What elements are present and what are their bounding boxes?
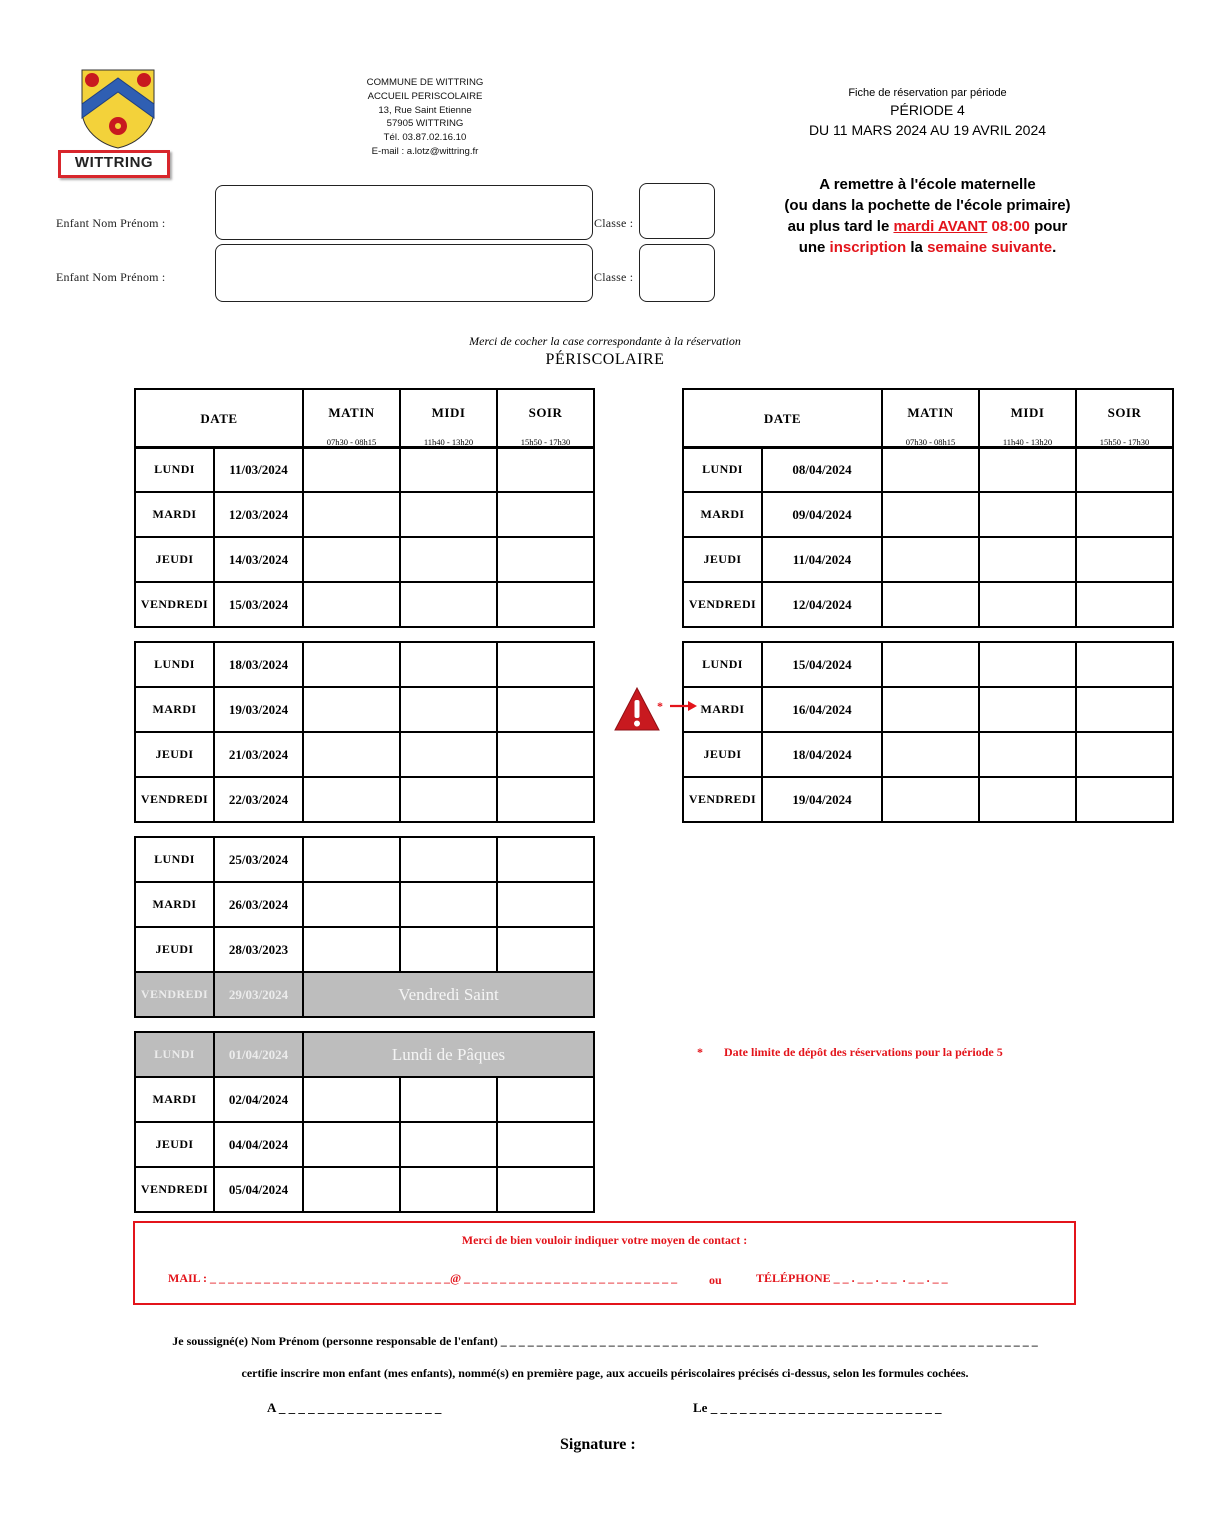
- slot-header-midi: [400, 389, 497, 448]
- slot-name: SOIR: [528, 405, 563, 420]
- checkbox-matin[interactable]: [303, 642, 400, 687]
- checkbox-matin[interactable]: [882, 687, 979, 732]
- date-cell: 26/03/2024: [214, 882, 303, 927]
- notice-deadline-time: 08:00: [991, 218, 1030, 235]
- commune-line: 13, Rue Saint Etienne: [378, 104, 472, 116]
- table-row: [135, 1032, 594, 1077]
- date-cell: 11/04/2024: [762, 537, 882, 582]
- checkbox-midi[interactable]: [400, 777, 497, 822]
- certifie-text: certifie inscrire mon enfant (mes enfants), nommé(s) en première page, aux accueils périscolaires précisés ci-dessus, selon les formules cochées.: [241, 1366, 969, 1380]
- notice-text: au plus tard le: [787, 218, 894, 235]
- notice-deadline-day: mardi AVANT: [893, 218, 988, 235]
- date-cell: 28/03/2023: [214, 927, 303, 972]
- checkbox-matin[interactable]: [303, 1122, 400, 1167]
- day-cell: LUNDI: [135, 837, 214, 882]
- day-cell: VENDREDI: [135, 1167, 214, 1212]
- checkbox-soir[interactable]: [1076, 582, 1173, 627]
- slot-time: 11h40 - 13h20: [423, 437, 474, 447]
- periode-title: PÉRIODE 4: [890, 102, 965, 118]
- slot-time: 15h50 - 17h30: [520, 437, 571, 447]
- date-cell: 25/03/2024: [214, 837, 303, 882]
- checkbox-matin[interactable]: [882, 582, 979, 627]
- checkbox-matin[interactable]: [882, 777, 979, 822]
- checkbox-midi[interactable]: [400, 837, 497, 882]
- date-cell: 16/04/2024: [762, 687, 882, 732]
- periode-subtitle: Fiche de réservation par période: [848, 87, 1007, 99]
- slot-header-soir: [497, 389, 594, 448]
- checkbox-midi[interactable]: [400, 582, 497, 627]
- warning-star: *: [657, 699, 663, 713]
- checkbox-midi[interactable]: [400, 492, 497, 537]
- checkbox-midi[interactable]: [979, 642, 1076, 687]
- date-header: DATE: [683, 389, 882, 448]
- date-header: DATE: [135, 389, 303, 448]
- date-cell: 01/04/2024: [214, 1032, 303, 1077]
- checkbox-midi[interactable]: [400, 1122, 497, 1167]
- checkbox-soir[interactable]: [497, 1167, 594, 1212]
- table-row: [683, 492, 1173, 537]
- arrow-right-icon: [668, 699, 698, 713]
- checkbox-soir[interactable]: [497, 837, 594, 882]
- checkbox-soir[interactable]: [1076, 537, 1173, 582]
- checkbox-matin[interactable]: [303, 777, 400, 822]
- day-cell: MARDI: [683, 687, 762, 732]
- lieu-field[interactable]: A _ _ _ _ _ _ _ _ _ _ _ _ _ _ _ _ _: [267, 1400, 442, 1415]
- day-cell: JEUDI: [135, 927, 214, 972]
- date-cell: 11/03/2024: [214, 447, 303, 492]
- slot-name: MIDI: [431, 405, 466, 420]
- date-cell: 08/04/2024: [762, 447, 882, 492]
- table-row: [683, 732, 1173, 777]
- soussigne-line[interactable]: Je soussigné(e) Nom Prénom (personne responsable de l'enfant) _ _ _ _ _ _ _ _ _ _ _ _ _ _ _ _ _ _ _ _ _ _ _ _ _ _ _ _ _ _ _ _ _ _ _ _ _ _ _ _ _ _ _ _ _ _ _ _ _ _ _ _ _ _ _ _ _ _ _ _: [172, 1334, 1038, 1348]
- commune-line: Tél. 03.87.02.16.10: [383, 132, 467, 144]
- periode-range: DU 11 MARS 2024 AU 19 AVRIL 2024: [808, 122, 1047, 138]
- date-cell: 18/03/2024: [214, 642, 303, 687]
- date-field[interactable]: Le _ _ _ _ _ _ _ _ _ _ _ _ _ _ _ _ _ _ _ _ _ _ _ _: [693, 1400, 942, 1415]
- date-cell: 15/03/2024: [214, 582, 303, 627]
- checkbox-soir[interactable]: [497, 1122, 594, 1167]
- day-cell: LUNDI: [135, 447, 214, 492]
- slot-name: SOIR: [1107, 405, 1142, 420]
- notice-line: A remettre à l'école maternelle: [819, 176, 1036, 193]
- holiday-label: Vendredi Saint: [303, 972, 594, 1017]
- commune-address: [330, 76, 520, 159]
- table-row: [135, 447, 594, 492]
- week-table-left-2: [134, 641, 595, 823]
- date-cell: 14/03/2024: [214, 537, 303, 582]
- slot-time: 11h40 - 13h20: [1002, 437, 1053, 447]
- checkbox-soir[interactable]: [1076, 687, 1173, 732]
- slot-name: MATIN: [907, 405, 954, 420]
- enfant-name-field-2[interactable]: [215, 244, 593, 302]
- checkbox-matin[interactable]: [882, 492, 979, 537]
- checkbox-matin[interactable]: [303, 492, 400, 537]
- slot-time: 15h50 - 17h30: [1099, 437, 1150, 447]
- date-limite-note: * Date limite de dépôt des réservations pour la période 5: [697, 1045, 1003, 1059]
- slot-name: MATIN: [328, 405, 375, 420]
- wittring-logo: [56, 66, 176, 184]
- table-row: [135, 1167, 594, 1212]
- checkbox-soir[interactable]: [497, 732, 594, 777]
- checkbox-midi[interactable]: [400, 537, 497, 582]
- table-row: [683, 687, 1173, 732]
- day-cell: JEUDI: [135, 732, 214, 777]
- checkbox-soir[interactable]: [497, 882, 594, 927]
- table-row: [135, 1122, 594, 1167]
- header-table-right: [682, 388, 1174, 449]
- classe-label-1: Classe :: [594, 216, 634, 230]
- date-cell: 02/04/2024: [214, 1077, 303, 1122]
- logo-text: WITTRING: [58, 150, 170, 178]
- table-row: [683, 642, 1173, 687]
- classe-label-2: Classe :: [594, 270, 634, 284]
- date-cell: 18/04/2024: [762, 732, 882, 777]
- checkbox-soir[interactable]: [497, 777, 594, 822]
- week-table-left-4: [134, 1031, 595, 1213]
- day-cell: VENDREDI: [683, 777, 762, 822]
- day-cell: MARDI: [135, 882, 214, 927]
- slot-header-matin: [303, 389, 400, 448]
- commune-line: 57905 WITTRING: [386, 118, 464, 130]
- enfant-label-1: Enfant Nom Prénom :: [56, 216, 166, 230]
- checkbox-matin[interactable]: [882, 732, 979, 777]
- checkbox-soir[interactable]: [497, 447, 594, 492]
- week-table-right-1: [682, 446, 1174, 628]
- notice-line: (ou dans la pochette de l'école primaire): [784, 197, 1071, 214]
- day-cell: VENDREDI: [135, 582, 214, 627]
- slot-header-soir: [1076, 389, 1173, 448]
- commune-line: E-mail : a.lotz@wittring.fr: [371, 145, 479, 157]
- contact-title: Merci de bien vouloir indiquer votre moyen de contact :: [461, 1233, 748, 1247]
- date-cell: 05/04/2024: [214, 1167, 303, 1212]
- checkbox-midi[interactable]: [400, 927, 497, 972]
- slot-name: MIDI: [1010, 405, 1045, 420]
- date-cell: 04/04/2024: [214, 1122, 303, 1167]
- day-cell: JEUDI: [135, 1122, 214, 1167]
- checkbox-matin[interactable]: [882, 537, 979, 582]
- commune-line: COMMUNE DE WITTRING: [366, 77, 484, 88]
- checkbox-midi[interactable]: [979, 582, 1076, 627]
- notice-text: la: [906, 239, 928, 256]
- week-table-right-2: [682, 641, 1174, 823]
- table-row: [683, 582, 1173, 627]
- date-cell: 19/04/2024: [762, 777, 882, 822]
- table-row: [135, 642, 594, 687]
- day-cell: VENDREDI: [135, 972, 214, 1017]
- contact-ou: ou: [709, 1273, 722, 1287]
- remettre-notice: [760, 174, 1095, 258]
- checkbox-matin[interactable]: [882, 642, 979, 687]
- periode-header: [790, 86, 1065, 140]
- notice-text: pour: [1029, 218, 1068, 235]
- day-cell: MARDI: [135, 492, 214, 537]
- slot-header-midi: [979, 389, 1076, 448]
- day-cell: JEUDI: [683, 537, 762, 582]
- checkbox-soir[interactable]: [497, 492, 594, 537]
- notice-line: [760, 237, 1095, 258]
- checkbox-midi[interactable]: [400, 447, 497, 492]
- date-cell: 29/03/2024: [214, 972, 303, 1017]
- notice-inscription: inscription: [829, 239, 907, 256]
- slot-time: 07h30 - 08h15: [905, 437, 956, 447]
- checkbox-matin[interactable]: [303, 837, 400, 882]
- table-row: [135, 537, 594, 582]
- date-cell: 21/03/2024: [214, 732, 303, 777]
- week-table-left-1: [134, 446, 595, 628]
- date-cell: 15/04/2024: [762, 642, 882, 687]
- checkbox-midi[interactable]: [979, 447, 1076, 492]
- checkbox-midi[interactable]: [400, 1077, 497, 1122]
- notice-semaine: semaine suivante: [927, 239, 1053, 256]
- checkbox-matin[interactable]: [303, 927, 400, 972]
- checkbox-matin[interactable]: [303, 1167, 400, 1212]
- holiday-label: Lundi de Pâques: [303, 1032, 594, 1077]
- checkbox-midi[interactable]: [400, 687, 497, 732]
- checkbox-soir[interactable]: [1076, 777, 1173, 822]
- checkbox-matin[interactable]: [303, 882, 400, 927]
- checkbox-midi[interactable]: [400, 642, 497, 687]
- slot-time: 07h30 - 08h15: [326, 437, 377, 447]
- checkbox-matin[interactable]: [303, 537, 400, 582]
- day-cell: LUNDI: [683, 642, 762, 687]
- table-row: [135, 777, 594, 822]
- notice-text: .: [1052, 239, 1057, 256]
- enfant-name-field-1[interactable]: [215, 185, 593, 240]
- checkbox-midi[interactable]: [400, 732, 497, 777]
- day-cell: VENDREDI: [135, 777, 214, 822]
- day-cell: LUNDI: [683, 447, 762, 492]
- week-table-left-3: [134, 836, 595, 1018]
- checkbox-matin[interactable]: [303, 687, 400, 732]
- day-cell: LUNDI: [135, 642, 214, 687]
- checkbox-soir[interactable]: [1076, 642, 1173, 687]
- checkbox-matin[interactable]: [303, 732, 400, 777]
- checkbox-midi[interactable]: [979, 777, 1076, 822]
- table-row: [135, 1077, 594, 1122]
- cocher-instruction: Merci de cocher la case correspondante à la réservation: [469, 334, 741, 348]
- table-row: [683, 447, 1173, 492]
- checkbox-soir[interactable]: [1076, 732, 1173, 777]
- header-table-left: [134, 388, 595, 449]
- date-cell: 12/03/2024: [214, 492, 303, 537]
- checkbox-soir[interactable]: [497, 1077, 594, 1122]
- table-row: [135, 882, 594, 927]
- checkbox-soir[interactable]: [497, 687, 594, 732]
- notice-text: une: [798, 239, 830, 256]
- checkbox-midi[interactable]: [979, 732, 1076, 777]
- checkbox-midi[interactable]: [400, 1167, 497, 1212]
- table-row: [135, 927, 594, 972]
- table-row: [683, 777, 1173, 822]
- day-cell: JEUDI: [135, 537, 214, 582]
- checkbox-midi[interactable]: [979, 537, 1076, 582]
- periscolaire-title: PÉRISCOLAIRE: [545, 351, 665, 368]
- contact-box: [133, 1221, 1076, 1305]
- checkbox-soir[interactable]: [1076, 492, 1173, 537]
- day-cell: VENDREDI: [683, 582, 762, 627]
- coat-of-arms-icon: [56, 66, 176, 150]
- table-row: [135, 582, 594, 627]
- signature-label: Signature :: [560, 1436, 636, 1453]
- warning-icon: [613, 686, 661, 732]
- day-cell: MARDI: [135, 687, 214, 732]
- checkbox-midi[interactable]: [979, 687, 1076, 732]
- date-cell: 12/04/2024: [762, 582, 882, 627]
- checkbox-midi[interactable]: [400, 882, 497, 927]
- checkbox-soir[interactable]: [497, 582, 594, 627]
- date-cell: 22/03/2024: [214, 777, 303, 822]
- table-row: [135, 837, 594, 882]
- checkbox-soir[interactable]: [497, 927, 594, 972]
- day-cell: JEUDI: [683, 732, 762, 777]
- checkbox-matin[interactable]: [882, 447, 979, 492]
- day-cell: MARDI: [683, 492, 762, 537]
- table-row: [135, 732, 594, 777]
- slot-header-matin: [882, 389, 979, 448]
- contact-phone-field[interactable]: TÉLÉPHONE _ _ . _ _ . _ _ . _ _ . _ _: [756, 1271, 948, 1285]
- date-cell: 19/03/2024: [214, 687, 303, 732]
- commune-line: ACCUEIL PERISCOLAIRE: [367, 90, 483, 102]
- checkbox-soir[interactable]: [1076, 447, 1173, 492]
- notice-line: [760, 216, 1095, 237]
- table-row: [135, 687, 594, 732]
- day-cell: MARDI: [135, 1077, 214, 1122]
- classe-field-1[interactable]: [639, 183, 715, 239]
- classe-field-2[interactable]: [639, 244, 715, 302]
- date-cell: 09/04/2024: [762, 492, 882, 537]
- table-row: [135, 492, 594, 537]
- day-cell: LUNDI: [135, 1032, 214, 1077]
- enfant-label-2: Enfant Nom Prénom :: [56, 270, 166, 284]
- checkbox-matin[interactable]: [303, 1077, 400, 1122]
- checkbox-matin[interactable]: [303, 447, 400, 492]
- checkbox-soir[interactable]: [497, 537, 594, 582]
- contact-mail-field[interactable]: MAIL : _ _ _ _ _ _ _ _ _ _ _ _ _ _ _ _ _ _ _ _ _ _ _ _ _ _ _@ _ _ _ _ _ _ _ _ _ _ _ _ _ _ _ _ _ _ _ _ _ _ _ _: [168, 1271, 678, 1285]
- checkbox-soir[interactable]: [497, 642, 594, 687]
- checkbox-midi[interactable]: [979, 492, 1076, 537]
- table-row: [135, 972, 594, 1017]
- table-row: [683, 537, 1173, 582]
- checkbox-matin[interactable]: [303, 582, 400, 627]
